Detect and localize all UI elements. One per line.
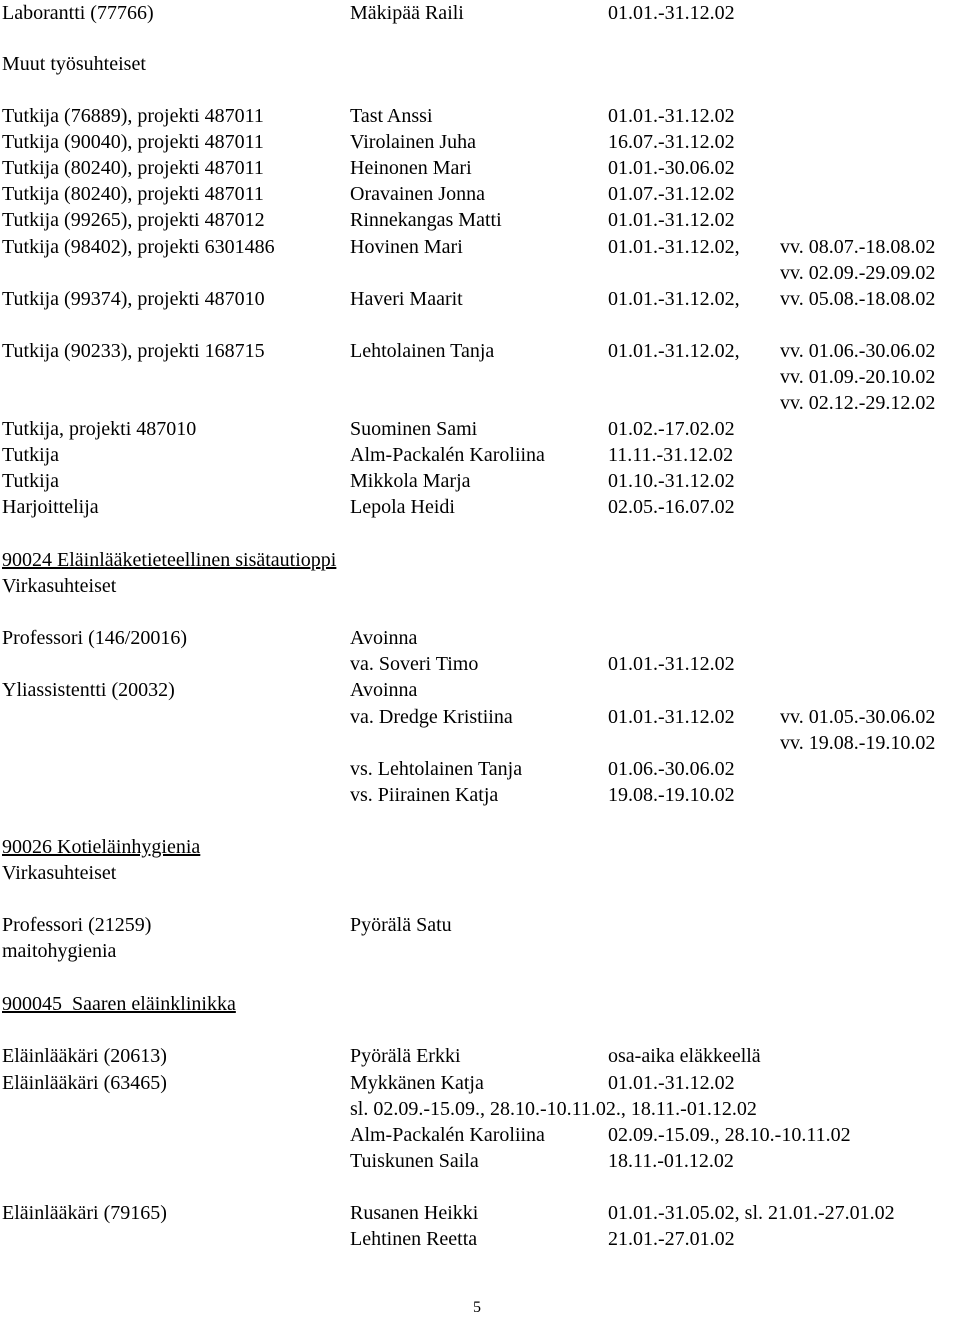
position-title: Eläinlääkäri (79165) (2, 1202, 167, 1224)
position-title: Eläinlääkäri (20613) (2, 1045, 167, 1067)
staff-period: 01.01.-31.12.02 (608, 209, 735, 231)
substitute-period: 19.08.-19.10.02 (608, 784, 735, 806)
position-subtitle: maitohygienia (2, 940, 117, 962)
staff-title: Tutkija, projekti 487010 (2, 418, 197, 440)
substitute-period: 01.01.-31.12.02 (608, 706, 735, 728)
staff-period: 01.01.-30.06.02 (608, 157, 735, 179)
substitute-name: va. Soveri Timo (350, 653, 479, 675)
leave-period: vv. 02.12.-29.12.02 (780, 392, 936, 414)
staff-name: Mäkipää Raili (350, 2, 464, 24)
staff-name: Alm-Packalén Karoliina (350, 444, 545, 466)
staff-title: Tutkija (2, 470, 60, 492)
staff-title: Tutkija (98402), projekti 6301486 (2, 236, 275, 258)
staff-period: 02.05.-16.07.02 (608, 496, 735, 518)
page-number: 5 (473, 1299, 481, 1316)
staff-name: Haveri Maarit (350, 288, 463, 310)
leave-period: vv. 08.07.-18.08.02 (780, 236, 936, 258)
substitute-period: 18.11.-01.12.02 (608, 1150, 734, 1172)
substitute-name: Alm-Packalén Karoliina (350, 1124, 545, 1146)
staff-name: Suominen Sami (350, 418, 478, 440)
substitute-name: vs. Lehtolainen Tanja (350, 758, 523, 780)
staff-name: Lehtolainen Tanja (350, 340, 495, 362)
staff-title: Tutkija (90233), projekti 168715 (2, 340, 265, 362)
staff-name: Virolainen Juha (350, 131, 476, 153)
staff-period: 01.07.-31.12.02 (608, 183, 735, 205)
substitute-name: vs. Piirainen Katja (350, 784, 499, 806)
substitute-period: 21.01.-27.01.02 (608, 1228, 735, 1250)
position-status: Avoinna (350, 627, 418, 649)
staff-period: 16.07.-31.12.02 (608, 131, 735, 153)
staff-period: 01.01.-31.12.02, (608, 236, 740, 258)
subsection-heading: Virkasuhteiset (2, 575, 117, 597)
position-status: Avoinna (350, 679, 418, 701)
staff-title: Tutkija (80240), projekti 487011 (2, 183, 264, 205)
staff-name: Heinonen Mari (350, 157, 472, 179)
staff-name: Pyörälä Satu (350, 914, 452, 936)
leave-period: vv. 01.05.-30.06.02 (780, 706, 936, 728)
staff-name: Mykkänen Katja (350, 1072, 484, 1094)
department-heading: 90026 Kotieläinhygienia (2, 836, 201, 858)
substitute-period: 02.09.-15.09., 28.10.-10.11.02 (608, 1124, 851, 1146)
staff-name: Mikkola Marja (350, 470, 471, 492)
leave-period: vv. 05.08.-18.08.02 (780, 288, 936, 310)
staff-period: 01.01.-31.12.02, (608, 288, 740, 310)
staff-period: 01.01.-31.12.02, (608, 340, 740, 362)
substitute-period: 01.01.-31.12.02 (608, 653, 735, 675)
substitute-name: va. Dredge Kristiina (350, 706, 513, 728)
leave-period: vv. 01.09.-20.10.02 (780, 366, 936, 388)
staff-period: 01.01.-31.12.02 (608, 1072, 735, 1094)
staff-name: Tast Anssi (350, 105, 433, 127)
position-title: Eläinlääkäri (63465) (2, 1072, 167, 1094)
staff-title: Tutkija (2, 444, 60, 466)
substitute-name: Lehtinen Reetta (350, 1228, 478, 1250)
section-heading: Muut työsuhteiset (2, 53, 146, 75)
staff-name: Hovinen Mari (350, 236, 463, 258)
staff-title: Laborantti (77766) (2, 2, 154, 24)
staff-period: 01.01.-31.12.02 (608, 105, 735, 127)
staff-period: osa-aika eläkkeellä (608, 1045, 761, 1067)
staff-title: Tutkija (99265), projekti 487012 (2, 209, 265, 231)
staff-name: Oravainen Jonna (350, 183, 485, 205)
staff-title: Tutkija (90040), projekti 487011 (2, 131, 264, 153)
staff-title: Tutkija (99374), projekti 487010 (2, 288, 265, 310)
staff-period: 01.02.-17.02.02 (608, 418, 735, 440)
staff-period: 01.10.-31.12.02 (608, 470, 735, 492)
leave-period: vv. 01.06.-30.06.02 (780, 340, 936, 362)
position-title: Professori (146/20016) (2, 627, 187, 649)
department-heading: 900045 Saaren eläinklinikka (2, 993, 236, 1015)
staff-period: 11.11.-31.12.02 (608, 444, 734, 466)
substitute-period: 01.06.-30.06.02 (608, 758, 735, 780)
staff-period: 01.01.-31.05.02, sl. 21.01.-27.01.02 (608, 1202, 895, 1224)
staff-name: Pyörälä Erkki (350, 1045, 461, 1067)
staff-name: Lepola Heidi (350, 496, 455, 518)
staff-name: Rinnekangas Matti (350, 209, 502, 231)
sick-leave-period: sl. 02.09.-15.09., 28.10.-10.11.02., 18.11.-01.12.02 (350, 1098, 757, 1120)
substitute-name: Tuiskunen Saila (350, 1150, 479, 1172)
staff-title: Tutkija (80240), projekti 487011 (2, 157, 264, 179)
staff-title: Harjoittelija (2, 496, 99, 518)
leave-period: vv. 02.09.-29.09.02 (780, 262, 936, 284)
staff-name: Rusanen Heikki (350, 1202, 479, 1224)
position-title: Yliassistentti (20032) (2, 679, 175, 701)
subsection-heading: Virkasuhteiset (2, 862, 117, 884)
staff-period: 01.01.-31.12.02 (608, 2, 735, 24)
leave-period: vv. 19.08.-19.10.02 (780, 732, 936, 754)
department-heading: 90024 Eläinlääketieteellinen sisätautioppi (2, 549, 337, 571)
position-title: Professori (21259) (2, 914, 152, 936)
staff-title: Tutkija (76889), projekti 487011 (2, 105, 264, 127)
